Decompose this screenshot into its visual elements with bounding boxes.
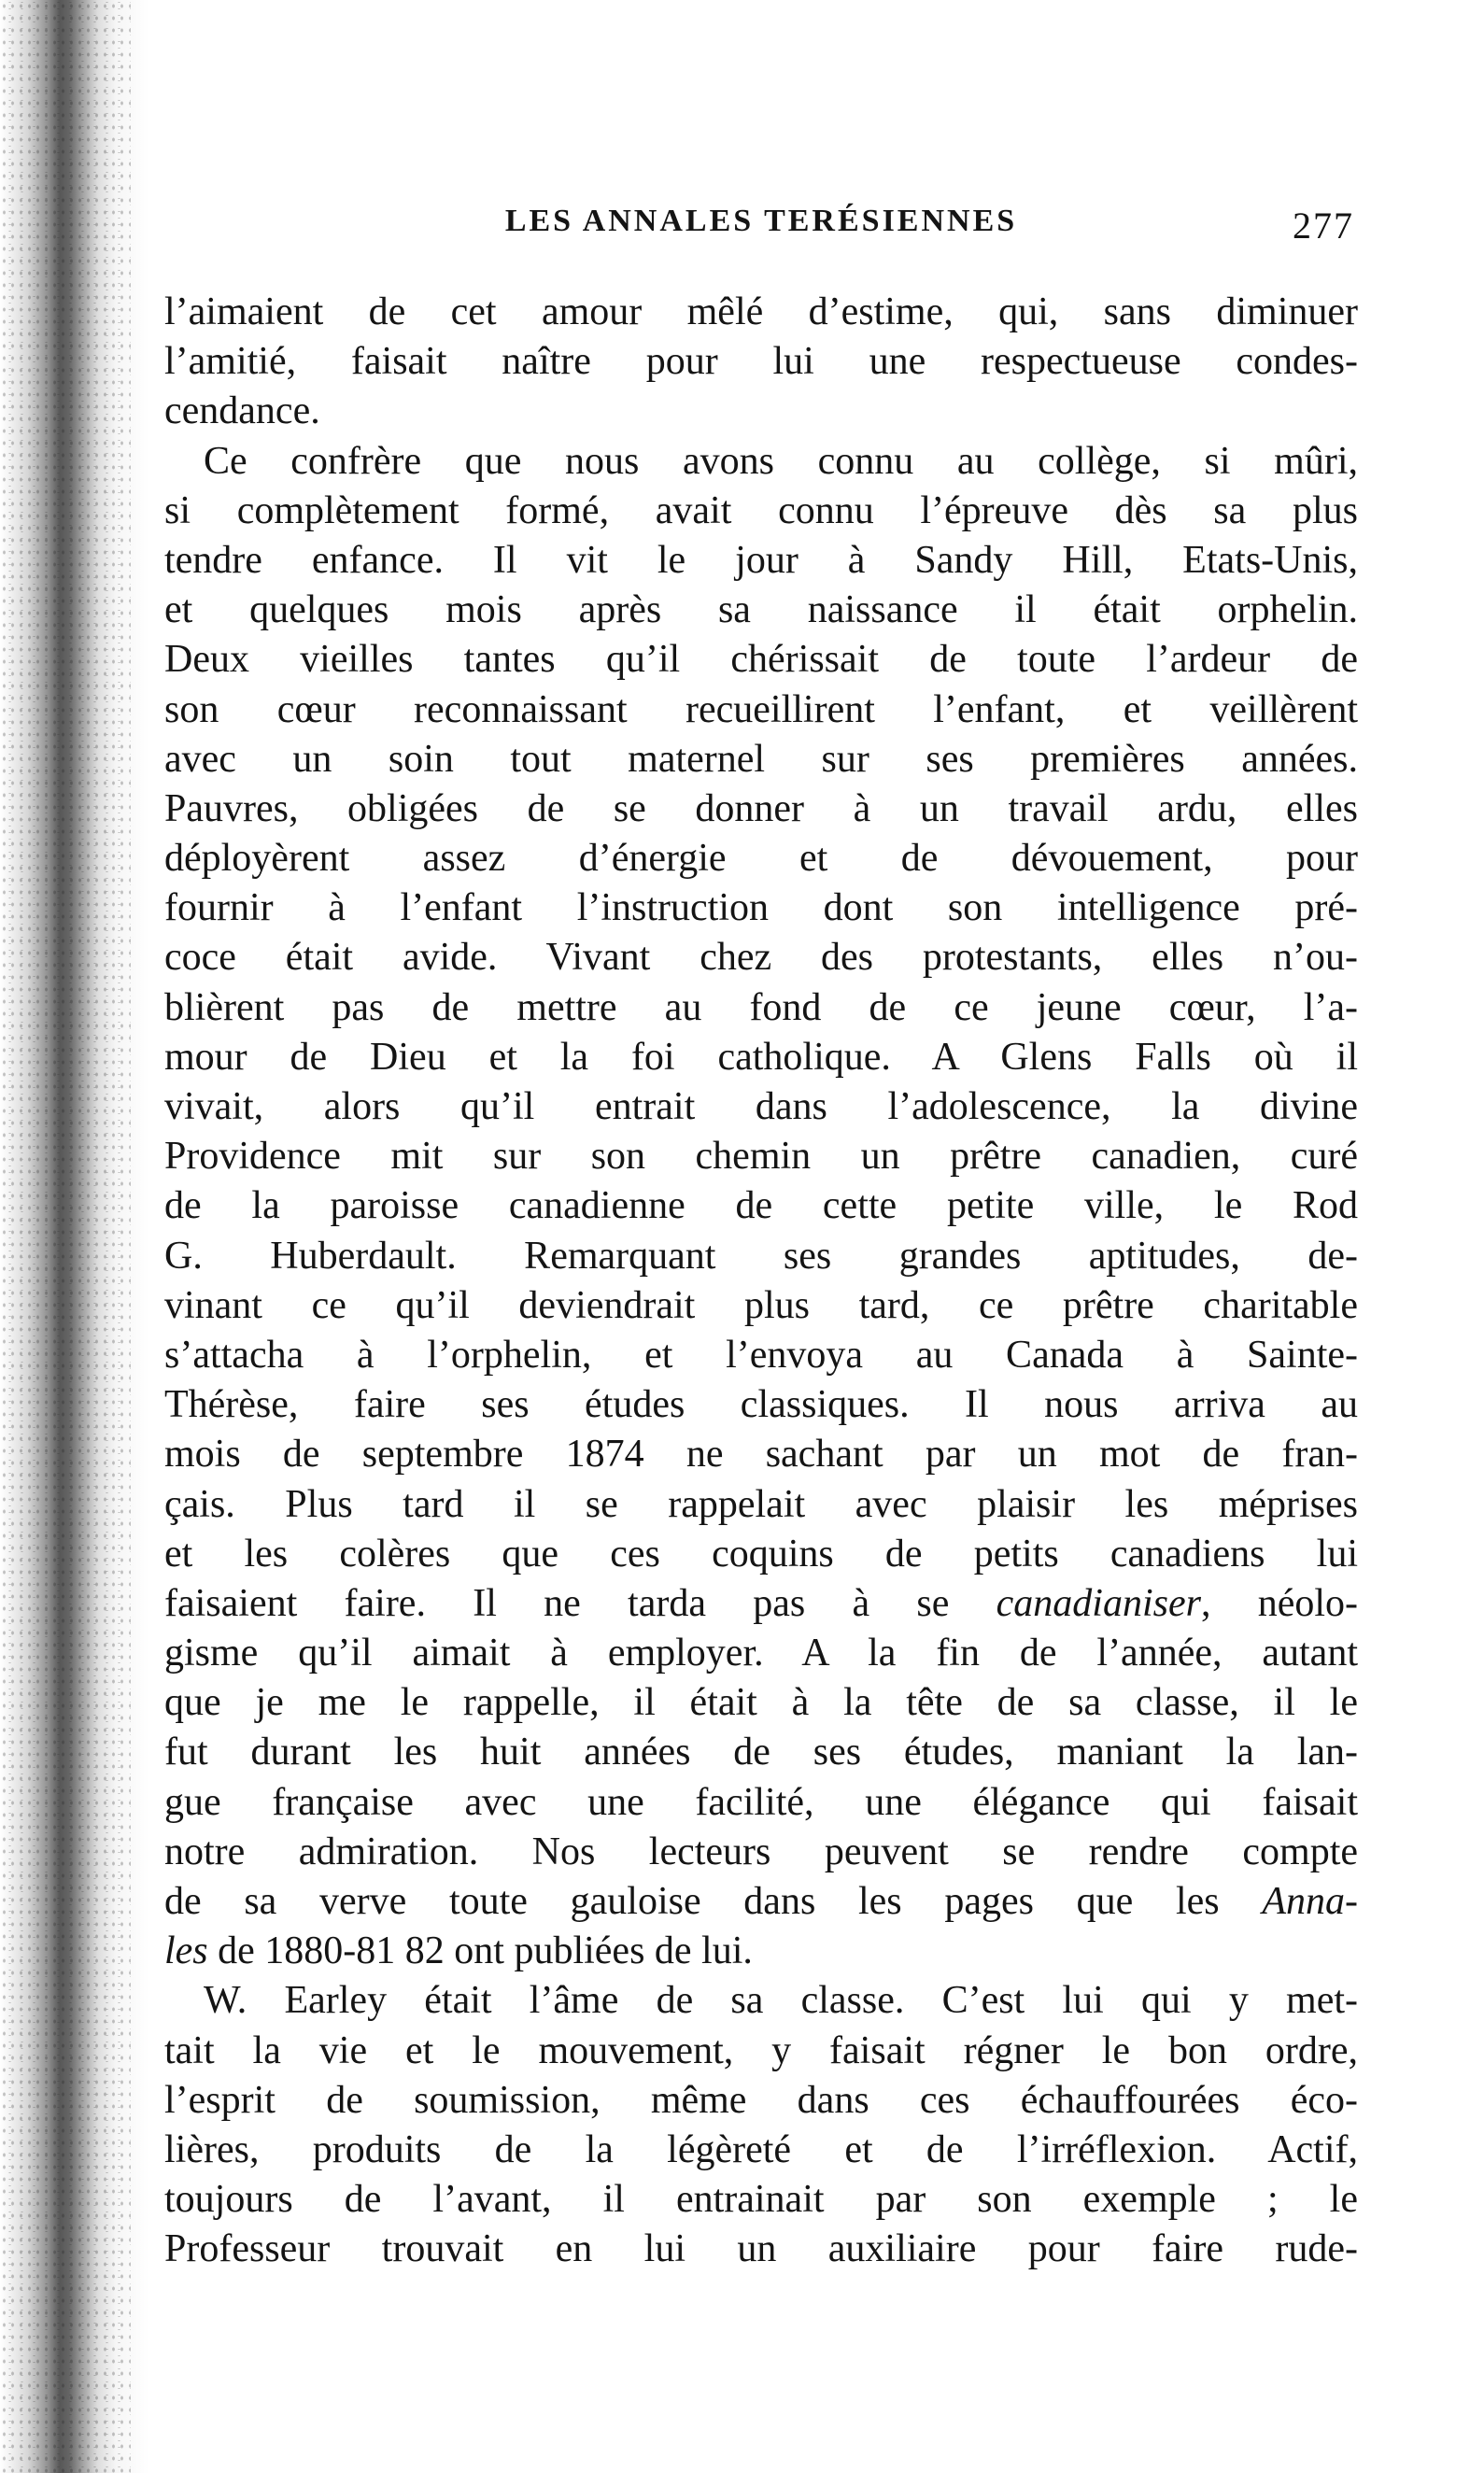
text-line: coce était avide. Vivant chez des protestants, elles n’ou- bbox=[164, 936, 1358, 980]
text-line: Deux vieilles tantes qu’il chérissait de toute l’ardeur de bbox=[164, 638, 1358, 682]
text-line: de la paroisse canadienne de cette petite ville, le Rod bbox=[164, 1184, 1358, 1228]
text-line: Ce confrère que nous avons connu au collège, si mûri, bbox=[204, 439, 1358, 483]
text-segment: , néolo- bbox=[1200, 1581, 1358, 1625]
italic-word: Anna- bbox=[1262, 1880, 1358, 1923]
text-line: s’attacha à l’orphelin, et l’envoya au Canada à Sainte- bbox=[164, 1333, 1358, 1377]
scan-binding-speckle bbox=[0, 0, 131, 2473]
text-line: mour de Dieu et la foi catholique. A Glens Falls où il bbox=[164, 1035, 1358, 1079]
italic-word: canadianiser bbox=[996, 1581, 1201, 1625]
text-line: lières, produits de la légèreté et de l’irréflexion. Actif, bbox=[164, 2127, 1358, 2171]
text-line: que je me le rappelle, il était à la tête de sa classe, il le bbox=[164, 1681, 1358, 1725]
text-line: Thérèse, faire ses études classiques. Il nous arriva au bbox=[164, 1383, 1358, 1427]
text-line: et quelques mois après sa naissance il était orphelin. bbox=[164, 588, 1358, 632]
text-line: l’aimaient de cet amour mêlé d’estime, qui, sans diminuer bbox=[164, 290, 1358, 333]
text-segment: faisaient faire. Il ne tarda pas à se bbox=[164, 1581, 950, 1625]
text-line: déployèrent assez d’énergie et de dévouement, pour bbox=[164, 837, 1358, 881]
text-line: avec un soin tout maternel sur ses premières années. bbox=[164, 737, 1358, 781]
text-segment: de 1880-81 82 ont publiées de lui. bbox=[218, 1929, 753, 1973]
text-line: gue française avec une facilité, une élégance qui faisait bbox=[164, 1780, 1358, 1824]
text-line: G. Huberdault. Remarquant ses grandes aptitudes, de- bbox=[164, 1234, 1358, 1278]
page-number: 277 bbox=[1293, 205, 1354, 247]
text-line: notre admiration. Nos lecteurs peuvent se rendre compte bbox=[164, 1830, 1358, 1873]
text-line: çais. Plus tard il se rappelait avec plaisir les méprises bbox=[164, 1482, 1358, 1526]
text-line: fournir à l’enfant l’instruction dont son intelligence pré- bbox=[164, 886, 1358, 930]
body-text bbox=[164, 288, 1358, 2275]
text-line-with-italic bbox=[164, 1927, 1358, 1976]
text-line-with-italic bbox=[164, 1877, 1358, 1927]
text-line: W. Earley était l’âme de sa classe. C’est lui qui y met- bbox=[204, 1979, 1358, 2023]
running-header bbox=[168, 204, 1354, 260]
text-line: blièrent pas de mettre au fond de ce jeune cœur, l’a- bbox=[164, 985, 1358, 1029]
text-line: l’amitié, faisait naître pour lui une respectueuse condes- bbox=[164, 340, 1358, 384]
text-line: tendre enfance. Il vit le jour à Sandy Hill, Etats-Unis, bbox=[164, 538, 1358, 582]
italic-word: les bbox=[164, 1929, 208, 1973]
text-line: tait la vie et le mouvement, y faisait régner le bon ordre, bbox=[164, 2028, 1358, 2072]
text-line: vivait, alors qu’il entrait dans l’adolescence, la divine bbox=[164, 1085, 1358, 1128]
text-line: fut durant les huit années de ses études, maniant la lan- bbox=[164, 1731, 1358, 1774]
text-line: et les colères que ces coquins de petits canadiens lui bbox=[164, 1532, 1358, 1576]
text-line: mois de septembre 1874 ne sachant par un mot de fran- bbox=[164, 1433, 1358, 1477]
text-line-with-italic bbox=[164, 1579, 1358, 1629]
running-header-title: LES ANNALES TERÉSIENNES bbox=[504, 204, 1018, 238]
text-line: vinant ce qu’il deviendrait plus tard, ce prêtre charitable bbox=[164, 1283, 1358, 1327]
text-line: Pauvres, obligées de se donner à un travail ardu, elles bbox=[164, 786, 1358, 830]
text-line: toujours de l’avant, il entrainait par son exemple ; le bbox=[164, 2178, 1358, 2222]
text-line: Providence mit sur son chemin un prêtre canadien, curé bbox=[164, 1135, 1358, 1179]
text-line: gisme qu’il aimait à employer. A la fin de l’année, autant bbox=[164, 1632, 1358, 1675]
text-line: son cœur reconnaissant recueillirent l’enfant, et veillèrent bbox=[164, 687, 1358, 731]
text-line: si complètement formé, avait connu l’épreuve dès sa plus bbox=[164, 488, 1358, 532]
text-line: cendance. bbox=[164, 389, 320, 433]
text-line: Professeur trouvait en lui un auxiliaire pour faire rude- bbox=[164, 2227, 1358, 2271]
text-segment: de sa verve toute gauloise dans les pages que les bbox=[164, 1880, 1220, 1923]
text-line: l’esprit de soumission, même dans ces échauffourées éco- bbox=[164, 2078, 1358, 2122]
